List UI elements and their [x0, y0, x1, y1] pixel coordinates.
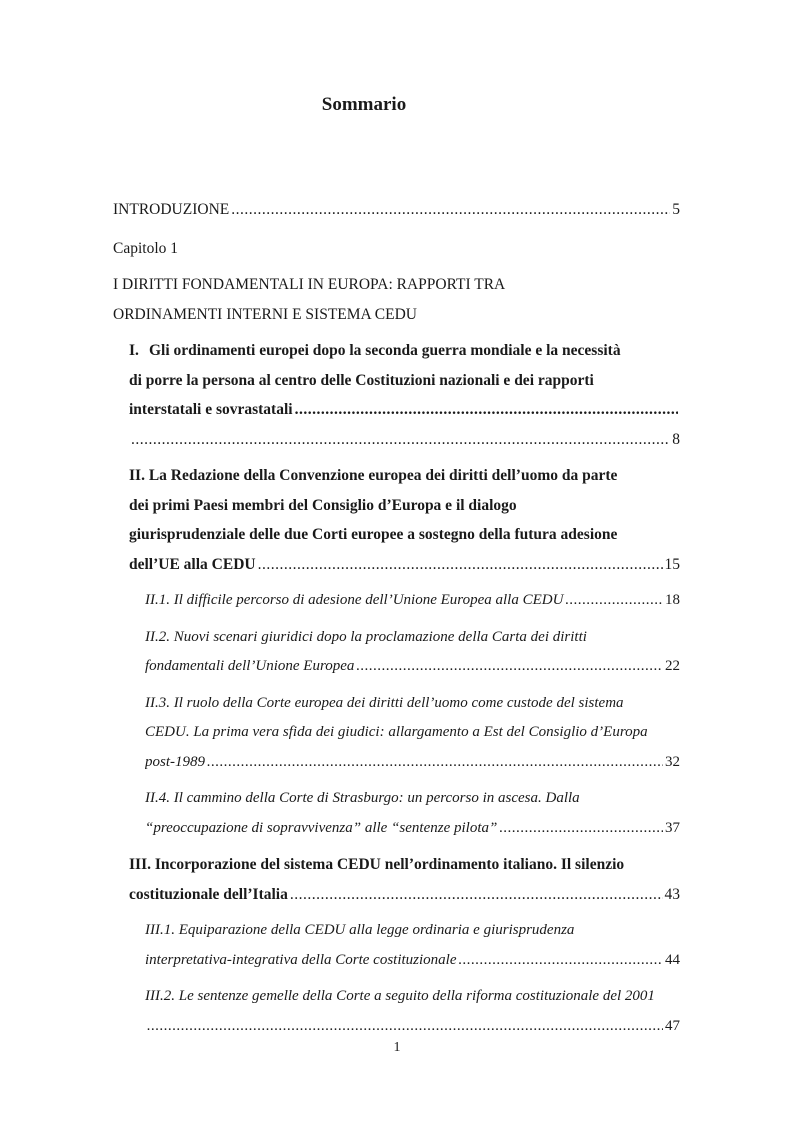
dot-leader: [207, 748, 663, 778]
toc-entry-line: CEDU. La prima vera sfida dei giudici: allargamento a Est del Consiglio d’Europa: [145, 724, 648, 740]
toc-entry-line: III.2. Le sentenze gemelle della Corte a seguito della riforma costituzionale del 2001: [145, 988, 655, 1004]
dot-leader: [458, 946, 663, 976]
toc-page-number: 32: [665, 753, 680, 770]
toc-entry-line: Gli ordinamenti europei dopo la seconda guerra mondiale e la necessità: [149, 342, 621, 359]
dot-leader: [131, 425, 670, 455]
toc-entry-subsection-2-3[interactable]: [145, 689, 680, 778]
page-number: 1: [393, 1040, 401, 1055]
toc-entry-section-1[interactable]: [129, 336, 680, 454]
toc-entry-subsection-2-4[interactable]: [145, 784, 680, 843]
toc-entry-line: III.1. Equiparazione della CEDU alla legge ordinaria e giurisprudenza: [145, 922, 575, 938]
table-of-contents: [113, 195, 680, 1041]
chapter-label: Capitolo 1: [113, 239, 179, 257]
toc-entry-line: interpretativa-integrativa della Corte costituzionale: [145, 951, 457, 968]
toc-entry-section-3[interactable]: [129, 850, 680, 909]
toc-entry-line: II. La Redazione della Convenzione europea dei diritti dell’uomo da parte: [129, 467, 618, 484]
toc-page-number: 15: [664, 555, 680, 573]
page-title: Sommario: [321, 94, 407, 115]
toc-entry-introduction[interactable]: [113, 195, 680, 225]
dot-leader: [231, 195, 670, 225]
dot-leader: [356, 652, 663, 682]
dot-leader: [565, 586, 663, 616]
toc-entry-section-2[interactable]: [129, 461, 680, 579]
dot-leader: [147, 1012, 663, 1042]
toc-entry-subsection-3-1[interactable]: [145, 916, 680, 975]
toc-entry-line: dei primi Paesi membri del Consiglio d’Europa e il dialogo: [129, 496, 517, 514]
toc-entry-line: II.2. Nuovi scenari giuridici dopo la proclamazione della Carta dei diritti: [145, 628, 587, 645]
toc-page-number: 22: [665, 658, 680, 674]
toc-entry-line: II.1. Il difficile percorso di adesione dell’Unione Europea alla CEDU: [145, 592, 564, 608]
toc-entry-subsection-2-1[interactable]: [145, 586, 680, 616]
chapter-title-line: I DIRITTI FONDAMENTALI IN EUROPA: RAPPORTI TRA: [113, 276, 506, 293]
toc-entry-label: INTRODUZIONE: [113, 201, 230, 218]
toc-page-number: 37: [665, 819, 680, 836]
toc-entry-line: “preoccupazione di sopravvivenza” alle “sentenze pilota”: [145, 819, 498, 836]
toc-entry-subsection-2-2[interactable]: [145, 623, 680, 682]
dot-leader: [499, 814, 663, 844]
dot-leader: [290, 880, 663, 910]
dot-leader: [258, 550, 663, 580]
toc-page-number: 43: [664, 885, 680, 903]
toc-entry-line: dell’UE alla CEDU: [129, 555, 256, 573]
dot-leader: [295, 395, 678, 425]
toc-entry-line: post-1989: [145, 753, 205, 770]
toc-entry-line: interstatali e sovrastatali: [129, 401, 293, 418]
toc-page-number: 18: [665, 592, 680, 608]
toc-page-number: 44: [665, 951, 680, 968]
toc-entry-line: III. Incorporazione del sistema CEDU nell’ordinamento italiano. Il silenzio: [129, 856, 625, 873]
toc-entry-line: giurisprudenziale delle due Corti europee a sostegno della futura adesione: [129, 526, 618, 543]
toc-entry-line: costituzionale dell’Italia: [129, 885, 288, 903]
toc-page-number: 8: [672, 430, 680, 448]
toc-page-number: 5: [672, 201, 680, 218]
toc-entry-line: II.4. Il cammino della Corte di Strasburgo: un percorso in ascesa. Dalla: [145, 790, 580, 806]
section-number: I.: [129, 342, 139, 359]
toc-page-number: 47: [665, 1017, 680, 1034]
toc-entry-line: II.3. Il ruolo della Corte europea dei diritti dell’uomo come custode del sistema: [145, 694, 624, 711]
chapter-title-line: ORDINAMENTI INTERNI E SISTEMA CEDU: [113, 305, 417, 323]
toc-entry-subsection-3-2[interactable]: [145, 982, 680, 1041]
toc-entry-line: di porre la persona al centro delle Costituzioni nazionali e dei rapporti: [129, 371, 594, 389]
toc-entry-line: fondamentali dell’Unione Europea: [145, 658, 355, 674]
